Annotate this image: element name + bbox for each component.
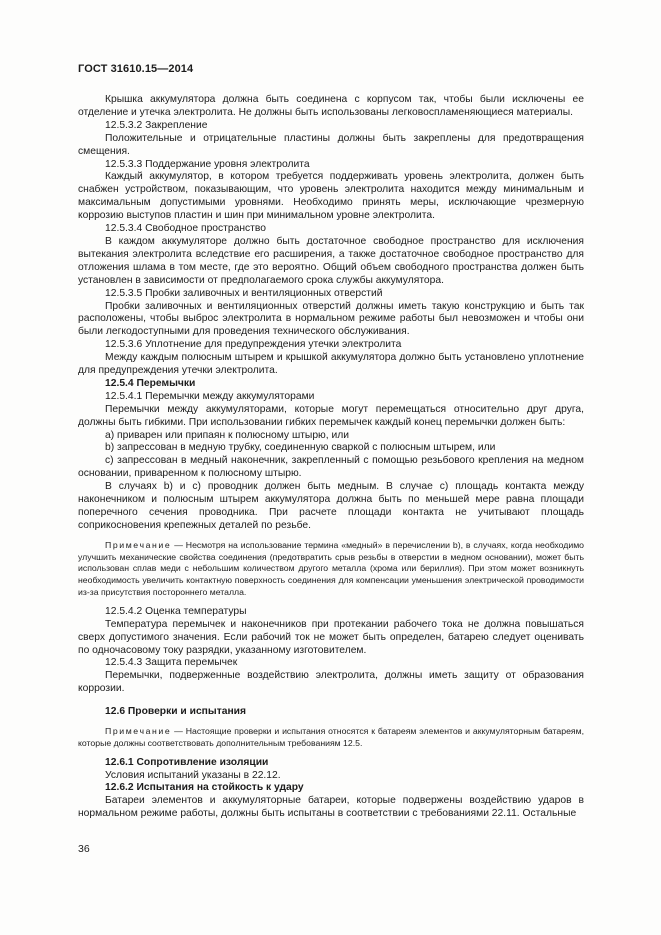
list-item: b) запрессован в медную трубку, соединенную сваркой с полюсным штырем, или [105, 442, 496, 454]
paragraph: Положительные и отрицательные пластины должны быть закреплены для предотвращения смещения. [78, 132, 584, 157]
note [78, 726, 584, 750]
section-heading: 12.6.2 Испытания на стойкость к удару [105, 782, 304, 794]
section-heading: 12.5.3.5 Пробки заливочных и вентиляционных отверстий [105, 287, 383, 299]
paragraph: Батареи элементов и аккумуляторные батареи, которые подвержены воздействию ударов в нормальном режиме работы, должны быть испытаны в соответствии с требованиями 22.11. Остальные [78, 795, 584, 820]
list-item: c) запрессован в медный наконечник, закрепленный с помощью резьбового крепления на медном основании, приваренном к полюсному штырю. [78, 455, 584, 480]
section-heading: 12.6.1 Сопротивление изоляции [105, 756, 269, 768]
paragraph: Каждый аккумулятор, в котором требуется поддерживать уровень электролита, должен быть снабжен устройством, показывающим, что уровень электролита находится между минимальным и максимальным допустимыми уровнями. Необходимо принять меры, исключающие чрезмерную коррозию выступов пластин и шин при минимальном уровне электролита. [78, 171, 584, 222]
section-heading: 12.6 Проверки и испытания [105, 706, 247, 718]
section-heading: 12.5.3.6 Уплотнение для предупреждения утечки электролита [105, 339, 402, 351]
paragraph: Перемычки между аккумуляторами, которые могут перемещаться относительно друг друга, должны быть гибкими. При использовании гибких перемычек каждый конец перемычки должен быть: [78, 403, 584, 428]
note-label: Примечание [105, 539, 172, 550]
paragraph: Перемычки, подверженные воздействию электролита, должны иметь защиту от образования коррозии. [78, 670, 584, 695]
section-heading: 12.5.3.3 Поддержание уровня электролита [105, 158, 310, 170]
paragraph: Крышка аккумулятора должна быть соединена с корпусом так, чтобы были исключены ее отделение и утечка электролита. Не должны быть использованы легковоспламеняющиеся материалы. [78, 94, 584, 118]
list-item: a) приварен или припаян к полюсному штырю, или [105, 429, 350, 441]
section-heading: 12.5.4 Перемычки [105, 377, 196, 389]
section-heading: 12.5.4.1 Перемычки между аккумуляторами [105, 390, 315, 402]
paragraph: В случаях b) и c) проводник должен быть медным. В случае c) площадь контакта между наконечником и полюсным штырем аккумулятора должна быть по меньшей мере равна площади поперечного сечения проводника. При расчете площади контакта не учитывают площадь соприкосновения крепежных деталей по резьбе. [78, 481, 584, 531]
paragraph: Пробки заливочных и вентиляционных отверстий должны иметь такую конструкцию и быть так расположены, чтобы выброс электролита в нормальном режиме работы был невозможен и чтобы они были легкодоступными для проведения технического обслуживания. [78, 300, 584, 338]
paragraph: Условия испытаний указаны в 22.12. [105, 769, 281, 781]
paragraph: Температура перемычек и наконечников при протекании рабочего тока не должна повышаться сверх допустимого значения. Если рабочий ток не может быть определен, батарею следует оценивать по одночасовому току разрядки, указанному изготовителем. [78, 618, 584, 656]
page-number: 36 [78, 843, 90, 855]
section-heading: 12.5.3.4 Свободное пространство [105, 223, 266, 235]
note-text: — Настоящие проверки и испытания относятся к батареям элементов и аккумуляторным батареям, которые должны соответствовать дополнительным требованиям 12.5. [78, 726, 584, 748]
document-code: ГОСТ 31610.15—2014 [78, 63, 194, 75]
note [78, 540, 584, 599]
paragraph: Между каждым полюсным штырем и крышкой аккумулятора должно быть установлено уплотнение для предупреждения утечки электролита. [78, 352, 584, 377]
page-body [78, 94, 584, 821]
paragraph: В каждом аккумуляторе должно быть достаточное свободное пространство для исключения вытекания электролита вследствие его расширения, а также достаточное свободное пространство для отложения шлама в том месте, где это вероятно. Общий объем свободного пространства должен быть установлен в зависимости от предполагаемого срока службы аккумулятора. [78, 235, 584, 286]
section-heading: 12.5.4.3 Защита перемычек [105, 657, 238, 669]
note-text: — Несмотря на использование термина «медный» в перечислении b), в случаях, когда необходимо улучшить механические свойства соединения (предотвратить срыв резьбы в отверстии в медном основании), может быть использован сплав меди с небольшим количеством другого металла (хрома или бериллия). При этом может возникнуть необходимость увеличить контактную поверхность соединения для компенсации уменьшения электрической проводимости из-за присутствия постороннего металла. [78, 539, 584, 597]
note-label: Примечание [105, 726, 172, 737]
section-heading: 12.5.3.2 Закрепление [105, 119, 208, 131]
section-heading: 12.5.4.2 Оценка температуры [105, 605, 247, 617]
